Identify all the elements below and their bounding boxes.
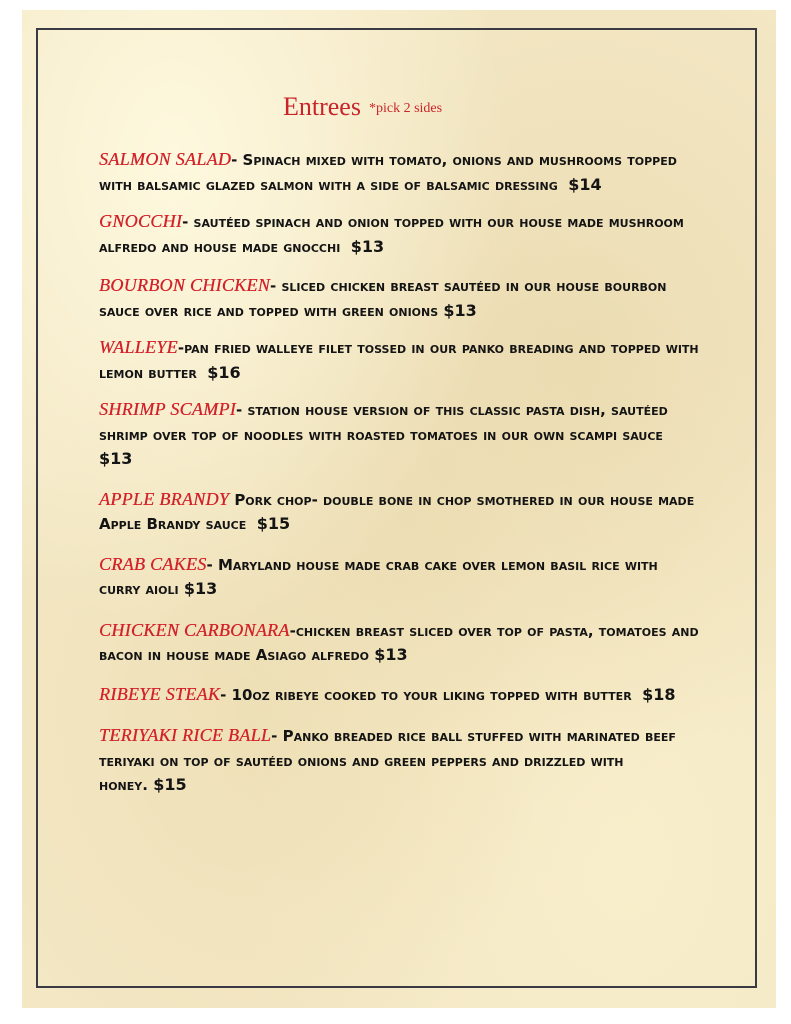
menu-item-chicken-carbonara xyxy=(99,618,704,668)
item-name: TERIYAKI RICE BALL xyxy=(99,725,272,745)
menu-item-bourbon-chicken xyxy=(99,273,704,323)
item-name: SALMON SALAD xyxy=(99,149,232,169)
item-price: $13 xyxy=(443,300,477,320)
item-description: - station house version of this classic pasta dish, sautéed shrimp over top of noodles with roasted tomatoes in our own scampi sauce xyxy=(99,401,668,444)
item-name: GNOCCHI xyxy=(99,211,183,231)
section-heading xyxy=(283,92,442,122)
item-description: - sautéed spinach and onion topped with our house made mushroom alfredo and house made gnocchi xyxy=(99,213,684,256)
section-note: *pick 2 sides xyxy=(368,101,443,116)
item-name: RIBEYE STEAK xyxy=(99,683,221,704)
item-price: $13 xyxy=(99,449,133,468)
item-description: Pork chop- double bone in chop smothered in our house made Apple Brandy sauce xyxy=(99,490,695,533)
menu-item-teriyaki-rice-ball xyxy=(99,723,704,798)
item-price: $14 xyxy=(568,174,602,194)
item-description: - 10oz ribeye cooked to your liking topped with butter xyxy=(220,685,632,704)
menu-item-apple-brandy xyxy=(99,487,704,537)
menu-item-shrimp-scampi xyxy=(99,397,704,472)
item-description: - Spinach mixed with tomato, onions and mushrooms topped with balsamic glazed salmon with a side of balsamic dressing xyxy=(99,151,677,194)
item-price: $13 xyxy=(183,579,218,598)
item-name: APPLE BRANDY xyxy=(99,488,230,509)
menu-item-salmon-salad xyxy=(99,147,704,197)
item-description: - Panko breaded rice ball stuffed with marinated beef teriyaki on top of sautéed onions and green peppers and drizzled with honey. xyxy=(99,727,676,794)
menu-item-gnocchi xyxy=(99,209,704,259)
item-description: -chicken breast sliced over top of pasta, tomatoes and bacon in house made Asiago alfredo xyxy=(99,621,699,664)
item-name: SHRIMP SCAMPI xyxy=(99,399,237,419)
item-description: - Maryland house made crab cake over lemon basil rice with curry aioli xyxy=(99,555,658,598)
section-title: Entrees xyxy=(283,92,361,121)
item-price: $13 xyxy=(374,645,408,664)
menu-item-crab-cakes xyxy=(99,552,704,602)
item-name: CRAB CAKES xyxy=(99,553,207,574)
item-description: - sliced chicken breast sautéed in our house bourbon sauce over rice and topped with green onions xyxy=(99,277,667,320)
entree-list xyxy=(99,147,704,798)
item-price: $15 xyxy=(153,775,187,794)
item-description: -pan fried walleye filet tossed in our panko breading and topped with lemon butter xyxy=(99,339,699,382)
item-name: CHICKEN CARBONARA xyxy=(99,619,290,640)
item-price: $15 xyxy=(256,514,291,533)
item-price: $16 xyxy=(207,362,241,382)
item-price: $18 xyxy=(642,684,676,704)
menu-item-walleye xyxy=(99,335,704,385)
menu-item-ribeye-steak xyxy=(99,682,704,708)
item-name: WALLEYE xyxy=(99,337,178,357)
item-price: $13 xyxy=(350,236,385,256)
item-name: BOURBON CHICKEN xyxy=(99,275,270,295)
